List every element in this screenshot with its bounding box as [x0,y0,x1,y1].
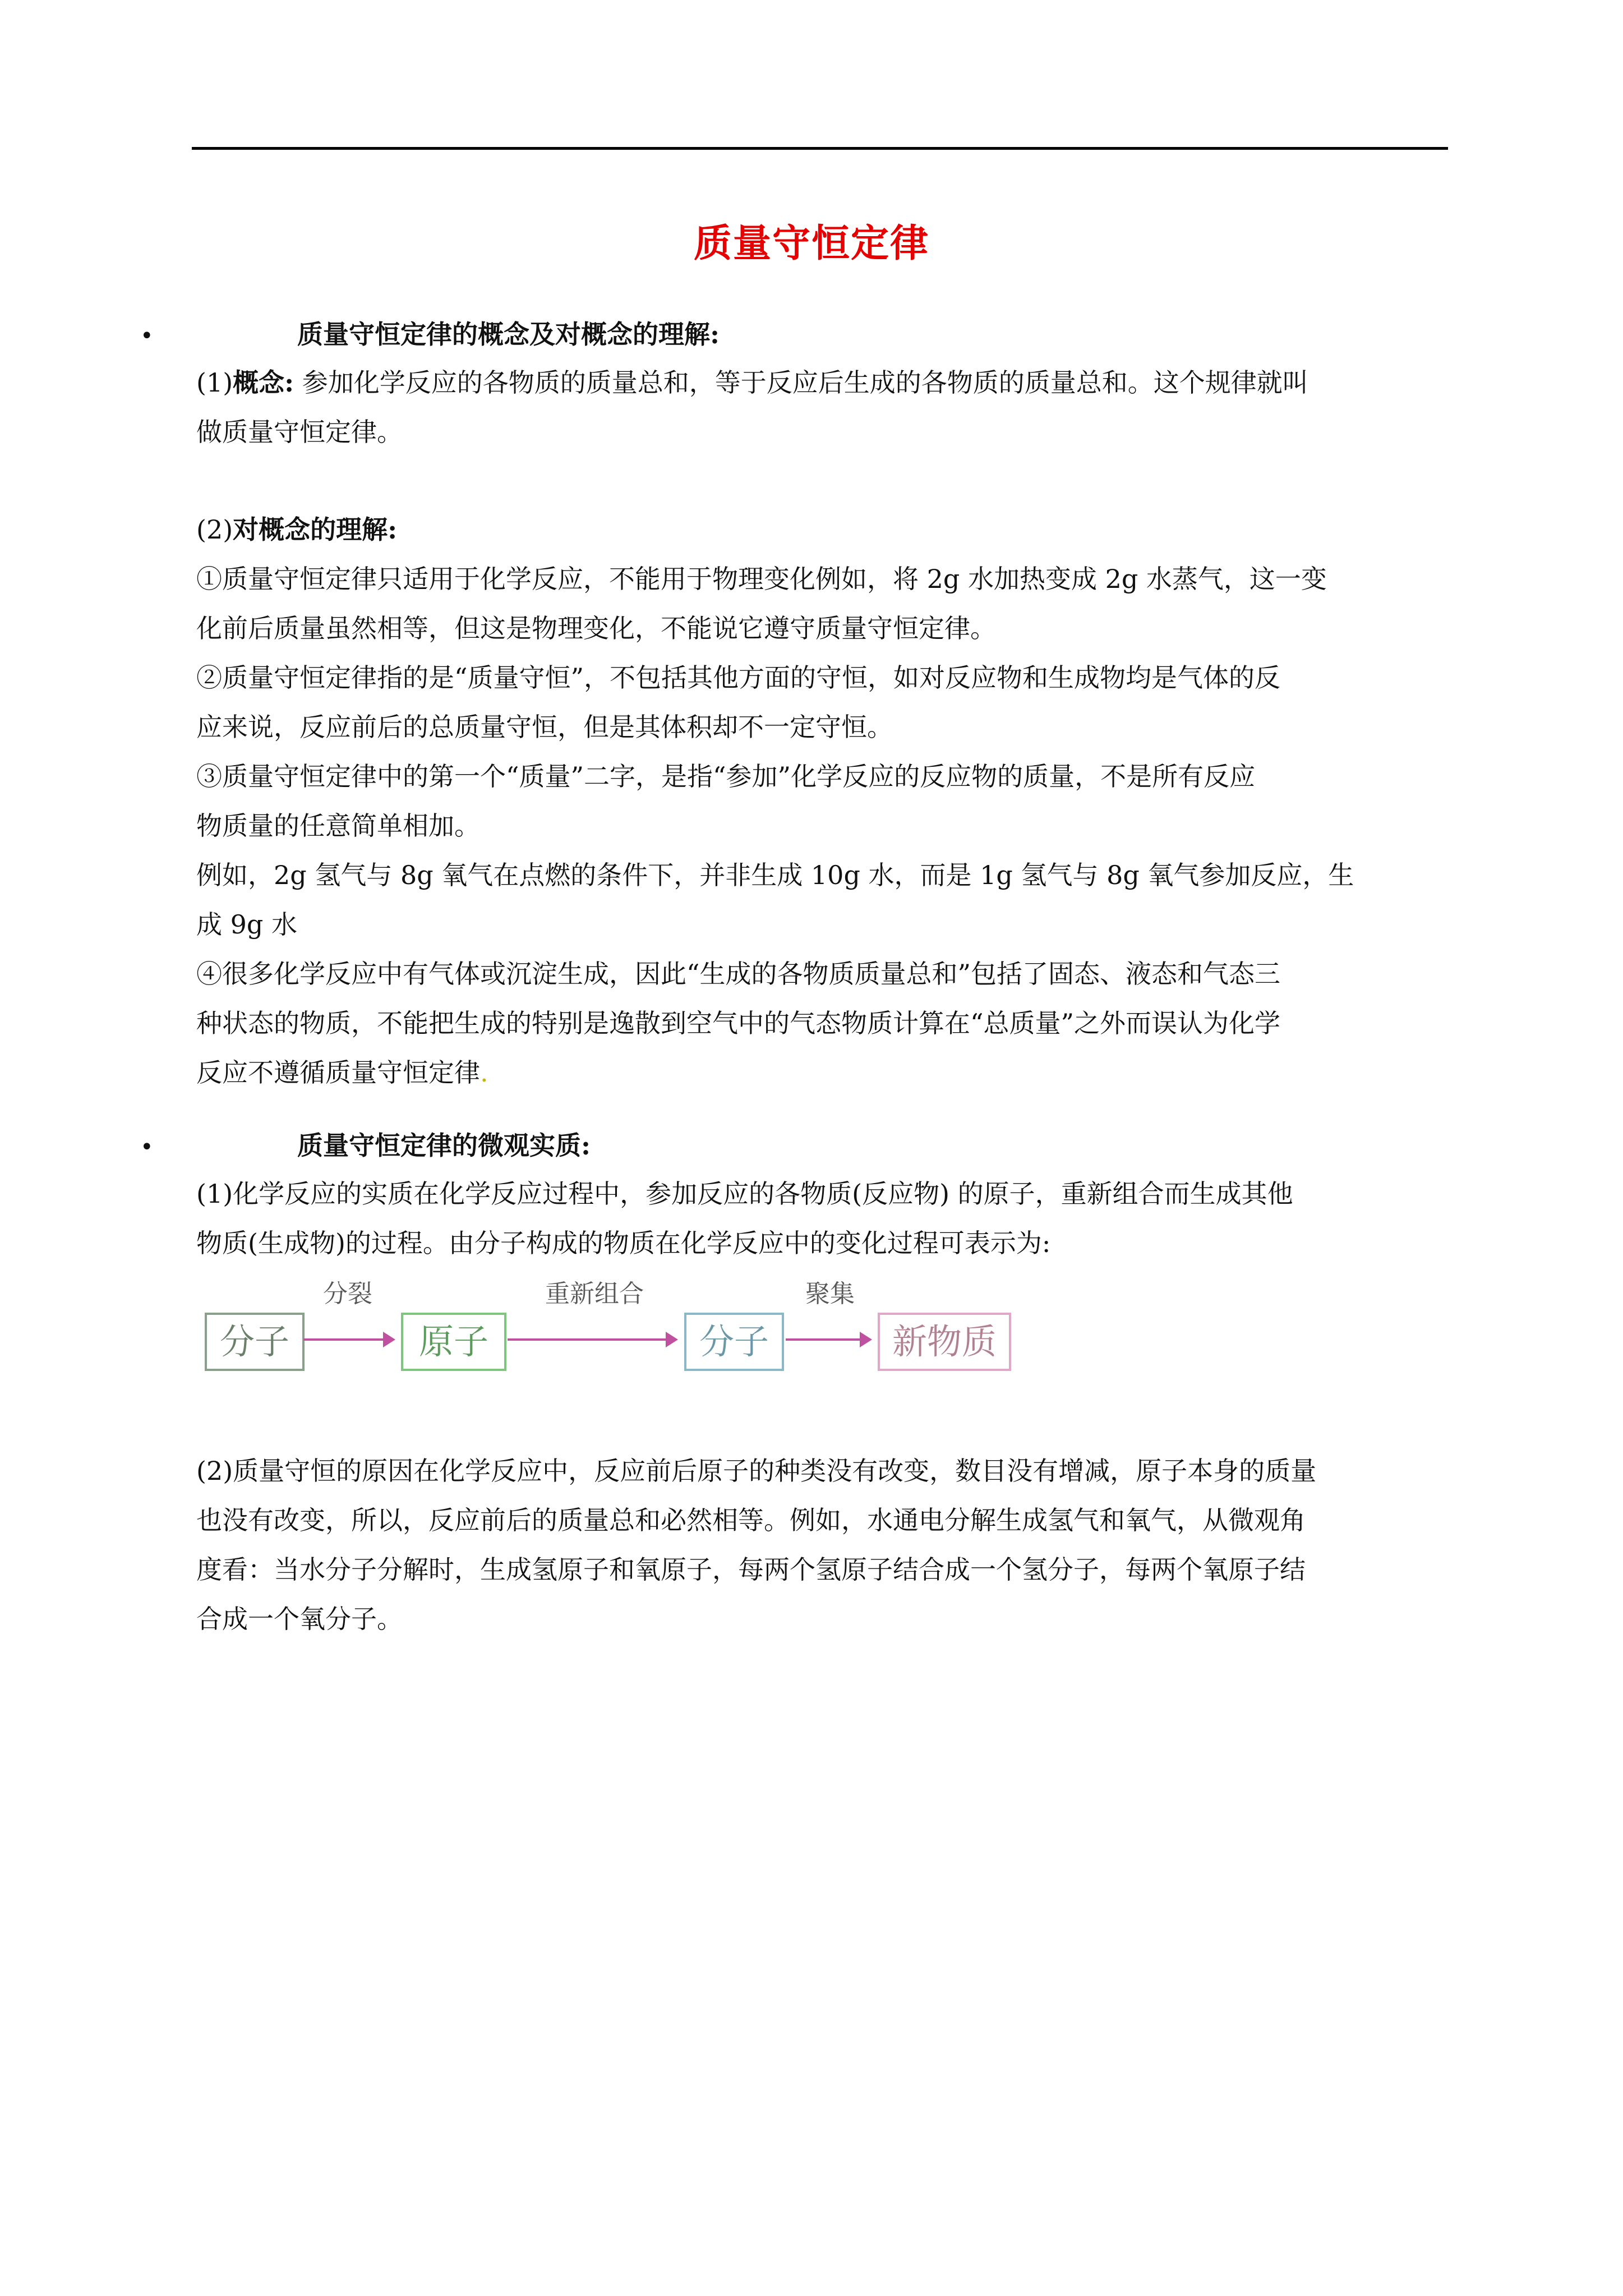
reason-line-3: 度看：当水分子分解时，生成氢原子和氧原子，每两个氢原子结合成一个氢分子，每两个氧原子结 [196,1554,1306,1585]
item-4-line-2: 种状态的物质，不能把生成的特别是逸散到空气中的气态物质计算在“总质量”之外而误认为化学 [196,1008,1281,1038]
concept-line-2: 做质量守恒定律。 [196,417,403,447]
micro-paragraph-2 [196,1446,1441,1644]
micro-line-1: (1)化学反应的实质在化学反应过程中，参加反应的各物质(反应物) 的原子，重新组合而生成其他 [196,1179,1293,1209]
flow-node-atom: 原子 [401,1313,506,1371]
micro-paragraph-1 [196,1169,1441,1268]
understanding-paragraph [196,505,1441,1097]
flow-node-new-substance: 新物质 [878,1313,1011,1371]
item-1-line-1: ①质量守恒定律只适用于化学反应，不能用于物理变化例如，将 2g 水加热变成 2g 水蒸气，这一变 [196,564,1327,594]
micro-line-2: 物质(生成物)的过程。由分子构成的物质在化学反应中的变化过程可表示为: [196,1228,1051,1258]
concept-paragraph [196,358,1441,457]
flow-label-split: 分裂 [323,1280,372,1308]
reason-line-1: (2)质量守恒的原因在化学反应中，反应前后原子的种类没有改变，数目没有增减，原子本身的质量 [196,1456,1317,1486]
reason-line-2: 也没有改变，所以，反应前后的质量总和必然相等。例如，水通电分解生成氢气和氧气，从微观角 [196,1505,1306,1535]
flow-arrow-2 [508,1338,676,1341]
item-3-line-1: ③质量守恒定律中的第一个“质量”二字，是指“参加”化学反应的反应物的质量，不是所有反应 [196,761,1256,792]
header-rule [192,147,1448,150]
example-line-1: 例如，2g 氢气与 8g 氧气在点燃的条件下，并非生成 10g 水，而是 1g 氢气与 8g 氧气参加反应，生 [196,860,1354,890]
concept-line-1: (1)概念: 参加化学反应的各物质的质量总和，等于反应后生成的各物质的质量总和。这个规律就叫 [196,367,1308,398]
section-1-heading: 质量守恒定律的概念及对概念的理解: [297,319,720,349]
item-1-line-2: 化前后质量虽然相等，但这是物理变化，不能说它遵守质量守恒定律。 [196,613,996,643]
example-line-2: 成 9g 水 [196,909,297,940]
flow-label-aggregate: 聚集 [805,1280,855,1308]
flow-arrow-3 [786,1338,870,1341]
item-2-line-2: 应来说，反应前后的总质量守恒，但是其体积却不一定守恒。 [196,712,893,742]
flow-node-molecule: 分子 [205,1313,305,1371]
bullet-section-2: • [140,1134,154,1160]
item-3-line-2: 物质量的任意简单相加。 [196,811,480,841]
flow-label-recombine: 重新组合 [545,1280,644,1308]
flow-arrow-1 [303,1338,393,1341]
page-title: 质量守恒定律 [693,221,929,266]
bullet-section-1: • [140,323,154,349]
reaction-flow-diagram [193,1273,1012,1386]
section-2-heading: 质量守恒定律的微观实质: [297,1130,591,1161]
reason-line-4: 合成一个氧分子。 [196,1604,403,1634]
understanding-heading: (2)对概念的理解: [196,514,398,545]
item-2-line-1: ②质量守恒定律指的是“质量守恒”，不包括其他方面的守恒，如对反应物和生成物均是气体的反 [196,662,1281,693]
item-4-line-1: ④很多化学反应中有气体或沉淀生成，因此“生成的各物质质量总和”包括了固态、液态和气态三 [196,959,1281,989]
item-4-line-3: 反应不遵循质量守恒定律. [196,1057,488,1088]
flow-node-molecule-2: 分子 [684,1313,784,1371]
